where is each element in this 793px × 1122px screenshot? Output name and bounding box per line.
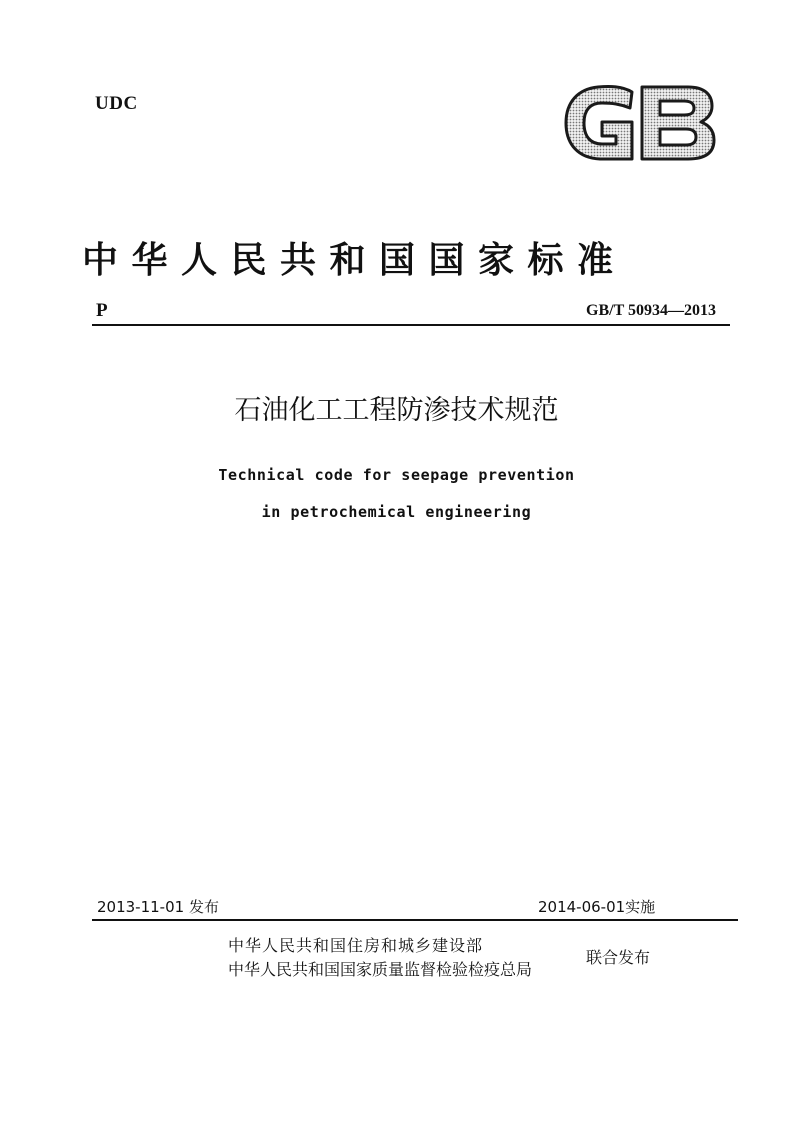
standard-category-heading: 中华人民共和国国家标准 (82, 240, 627, 281)
logo-text: GB (560, 82, 562, 83)
bottom-divider (92, 919, 738, 921)
title-english-line1: Technical code for seepage prevention (218, 466, 575, 484)
gb-logo (560, 82, 718, 164)
issuer-ministry: 中华人民共和国住房和城乡建设部 (228, 936, 484, 955)
issuer-aqsiq: 中华人民共和国国家质量监督检验检疫总局 (228, 960, 533, 979)
title-chinese: 石油化工工程防渗技术规范 (234, 395, 559, 426)
issue-date: 2013-11-01 发布 (97, 898, 219, 916)
joint-issue-label: 联合发布 (586, 948, 651, 967)
implementation-date: 2014-06-01实施 (538, 898, 656, 916)
udc-label: UDC (95, 93, 138, 114)
standard-number: GB/T 50934—2013 (586, 302, 716, 319)
top-divider (92, 324, 730, 326)
title-english-line2: in petrochemical engineering (261, 503, 532, 521)
classification-code: P (96, 300, 108, 321)
